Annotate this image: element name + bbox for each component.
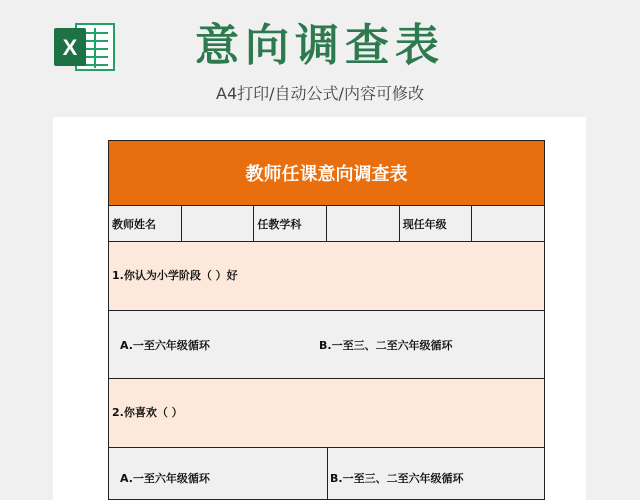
q1-option-b[interactable]: B.一至三、二至六年级循环 (319, 338, 453, 352)
excel-logo-letter: X (62, 35, 78, 60)
teacher-name-field[interactable] (182, 206, 255, 241)
question-2: 2.你喜欢（ ） (109, 379, 544, 448)
grade-field[interactable] (472, 206, 544, 241)
subject-field[interactable] (327, 206, 400, 241)
q1-option-a[interactable]: A.一至六年级循环 (120, 338, 210, 352)
subject-label: 任教学科 (254, 206, 327, 241)
question-2-options (109, 448, 544, 500)
form-title: 教师任课意向调查表 (109, 141, 544, 206)
survey-form (108, 140, 545, 500)
question-1-options (109, 311, 544, 379)
question-1: 1.你认为小学阶段（ ）好 (109, 242, 544, 311)
page-title: 意向调查表 (195, 20, 445, 71)
grade-label: 现任年级 (400, 206, 473, 241)
teacher-name-label: 教师姓名 (109, 206, 182, 241)
q2-option-b[interactable]: B.一至三、二至六年级循环 (330, 472, 464, 485)
q2-option-a[interactable]: A.一至六年级循环 (109, 448, 328, 500)
teacher-info-row (109, 206, 544, 242)
excel-icon (52, 20, 116, 74)
page-subtitle: A4打印/自动公式/内容可修改 (216, 84, 424, 103)
